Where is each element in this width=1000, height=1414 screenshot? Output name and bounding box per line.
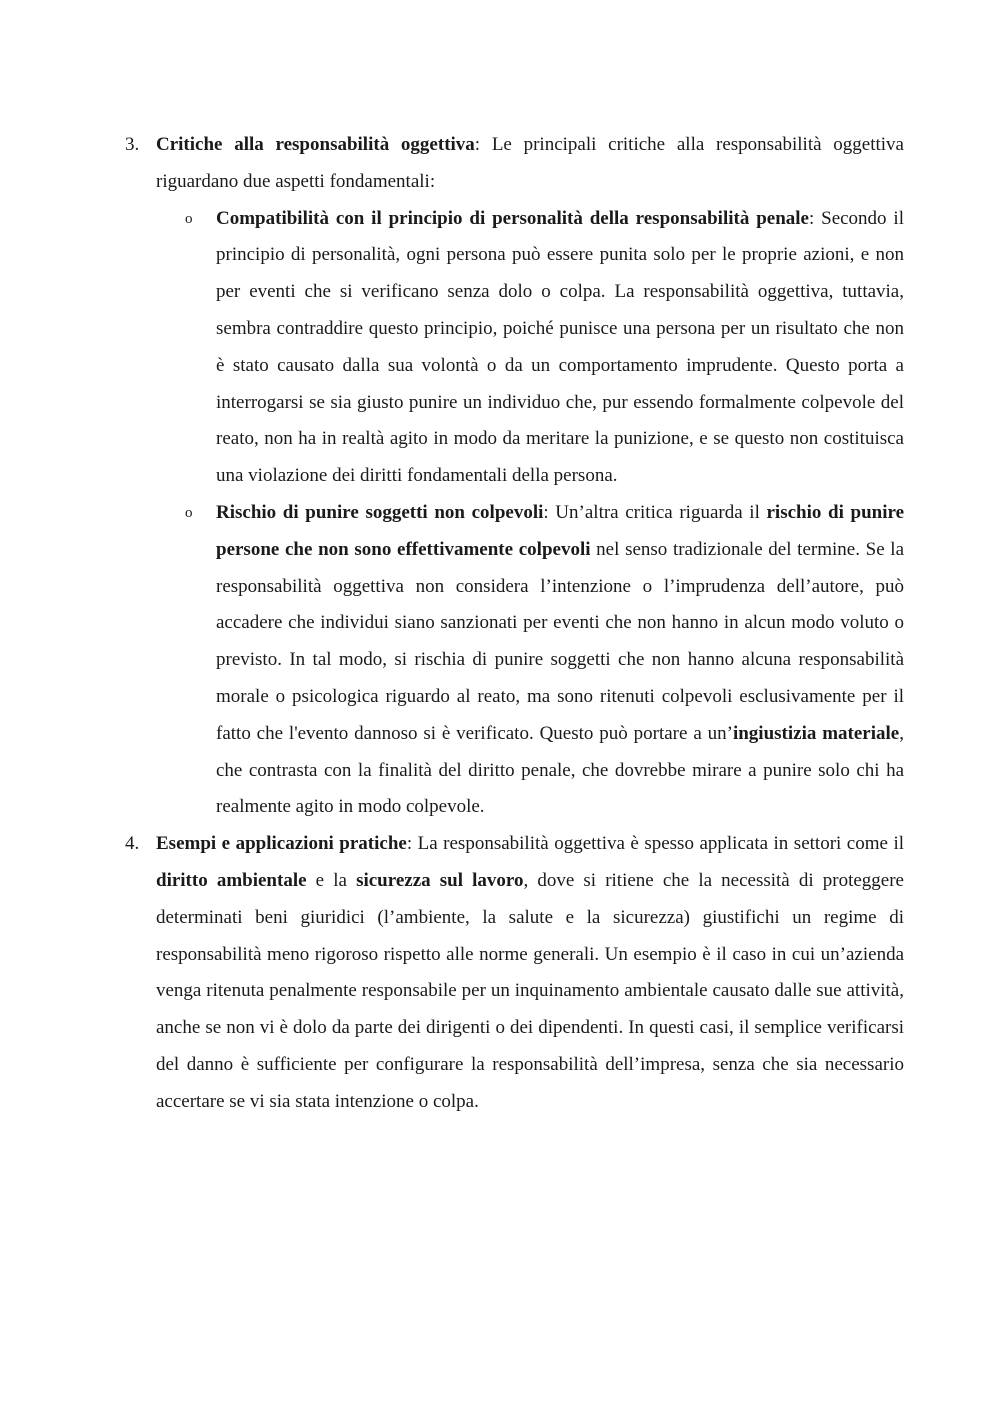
list-number: 4. xyxy=(125,833,140,855)
paragraph xyxy=(156,826,904,1120)
paragraph xyxy=(156,127,904,201)
item-heading: Esempi e applicazioni pratiche xyxy=(156,833,407,855)
paragraph-text: : La responsabilità oggettiva è spesso applicata in settori come il xyxy=(406,833,905,855)
paragraph-text: , dove si ritiene che la necessità di proteggere determinati beni giuridici (l’ambiente, la salute e la sicurezza) giustifichi un regime di responsabilità meno rigoroso rispetto alle norme generali. Un esempio è il caso in cui un’azienda venga ritenuta penalmente responsabile per un inquinamento ambientale causato dalle sue attività, anche se non vi è dolo da parte dei dirigenti o dei dipendenti. In questi casi, il semplice verificarsi del danno è sufficiente per configurare la responsabilità dell’impresa, senza che sia necessario accertare se vi sia stata intenzione o colpa. xyxy=(156,869,904,1112)
bold-phrase: ingiustizia materiale xyxy=(732,722,900,744)
list-item-3 xyxy=(125,127,904,826)
bullet-marker: o xyxy=(185,504,193,521)
sub-paragraph xyxy=(216,201,904,495)
paragraph-text: : Secondo il principio di personalità, ogni persona può essere punita solo per le proprie azioni, e non per eventi che si verificano senza dolo o colpa. La responsabilità oggettiva, tuttavia, sembra contraddire questo principio, poiché punisce una persona per un risultato che non è stato causato dalla sua volontà o da un comportamento imprudente. Questo porta a interrogarsi se sia giusto punire un individuo che, pur essendo formalmente colpevole del reato, non ha in realtà agito in modo da meritare la punizione, e se questo non costituisca una violazione dei diritti fondamentali della persona. xyxy=(216,207,904,487)
item-heading: Critiche alla responsabilità oggettiva xyxy=(156,134,475,155)
list-number: 3. xyxy=(125,134,140,155)
sub-item-heading: Rischio di punire soggetti non colpevoli xyxy=(216,501,544,523)
paragraph-text: e la xyxy=(306,869,357,891)
bold-phrase: diritto ambientale xyxy=(156,869,307,891)
sub-item-rischio xyxy=(156,495,904,826)
paragraph-text: , che contrasta con la finalità del diritto penale, che dovrebbe mirare a punire solo chi ha realmente agito in modo colpevole. xyxy=(216,722,904,818)
paragraph-text: : Le principali critiche alla responsabilità oggettiva riguardano due aspetti fondamentali: xyxy=(156,134,904,192)
sub-item-personalita xyxy=(156,201,904,495)
sub-paragraph xyxy=(216,495,904,826)
paragraph-text: nel senso tradizionale del termine. Se la responsabilità oggettiva non considera l’intenzione o l’imprudenza dell’autore, può accadere che individui siano sanzionati per eventi che non hanno in alcun modo voluto o previsto. In tal modo, si rischia di punire soggetti che non hanno alcuna responsabilità morale o psicologica riguardo al reato, ma sono ritenuti colpevoli esclusivamente per il fatto che l'evento dannoso si è verificato. Questo può portare a un’ xyxy=(216,538,905,744)
sub-item-heading: Compatibilità con il principio di personalità della responsabilità penale xyxy=(216,207,809,229)
bullet-marker: o xyxy=(185,210,193,227)
document-body xyxy=(125,127,904,1121)
bold-phrase: sicurezza sul lavoro xyxy=(356,869,524,891)
bold-phrase: rischio di punire persone che non sono effettivamente colpevoli xyxy=(216,501,905,560)
paragraph-text: : Un’altra critica riguarda il xyxy=(543,501,767,523)
list-item-4 xyxy=(125,826,904,1120)
